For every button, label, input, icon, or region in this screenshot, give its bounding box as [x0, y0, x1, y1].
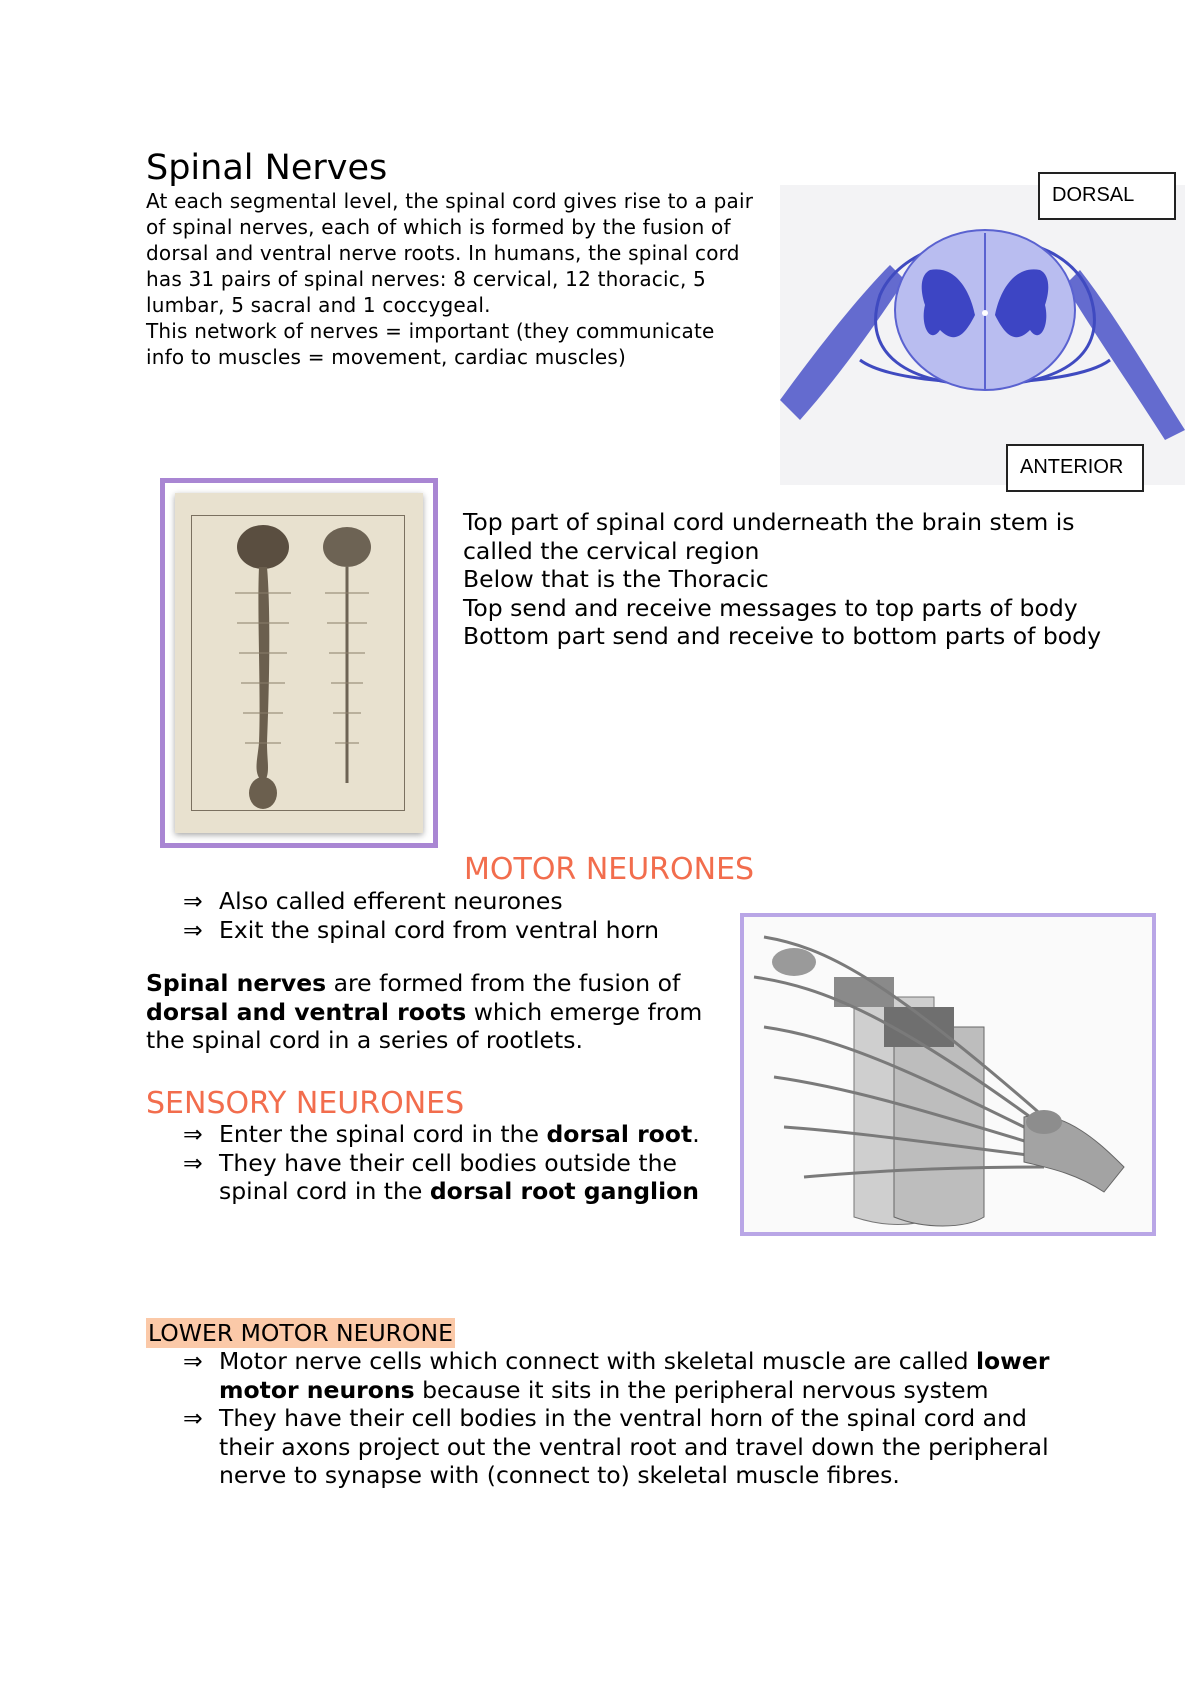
regions-line: Top part of spinal cord underneath the brain stem is called the cervical region	[463, 508, 1075, 565]
arrow-icon: ⇒	[183, 915, 203, 944]
arrow-icon: ⇒	[183, 887, 203, 915]
nerve-roots-illustration	[744, 917, 1152, 1232]
anterior-label: ANTERIOR	[1006, 444, 1144, 492]
arrow-icon: ⇒	[183, 1347, 203, 1375]
spinal-cord-cross-section-image	[780, 185, 1185, 485]
list-item: ⇒ They have their cell bodies outside the spinal cord in the dorsal root ganglion	[183, 1148, 700, 1205]
regions-line: Top send and receive messages to top parts of body	[463, 593, 1078, 622]
list-item: ⇒ Motor nerve cells which connect with skeletal muscle are called lower motor neurons because it sits in the peripheral nervous system	[183, 1347, 1050, 1404]
dorsal-label: DORSAL	[1038, 172, 1176, 220]
page-title: Spinal Nerves	[146, 148, 388, 188]
spinal-regions-text	[463, 508, 1103, 651]
motor-neurones-list	[146, 887, 746, 944]
lower-motor-neurone-list	[146, 1347, 1086, 1490]
lower-motor-neurone-heading: LOWER MOTOR NEURONE	[148, 1319, 453, 1347]
list-item: ⇒ Also called efferent neurones	[183, 887, 563, 915]
sensory-neurones-heading: SENSORY NEURONES	[146, 1086, 465, 1121]
sensory-neurones-list	[146, 1120, 746, 1206]
list-item: ⇒ Enter the spinal cord in the dorsal root.	[183, 1120, 700, 1148]
motor-neurones-heading: MOTOR NEURONES	[464, 852, 755, 887]
list-item: ⇒ Exit the spinal cord from ventral horn	[183, 915, 660, 944]
intro-text	[146, 188, 756, 370]
regions-line: Bottom part send and receive to bottom parts of body	[463, 622, 1102, 650]
intro-paragraph: This network of nerves = important (they communicate info to muscles = movement, cardiac muscles)	[146, 319, 715, 369]
regions-line: Below that is the Thoracic	[463, 565, 769, 593]
arrow-icon: ⇒	[183, 1404, 203, 1432]
arrow-icon: ⇒	[183, 1148, 203, 1177]
nerve-roots-illustration-frame	[740, 913, 1156, 1236]
spinal-cord-illustration-frame	[160, 478, 438, 848]
intro-paragraph: At each segmental level, the spinal cord gives rise to a pair of spinal nerves, each of which is formed by the fusion of dorsal and ventral nerve roots. In humans, the spinal cord has 31 pairs of spinal nerves: 8 cervical, 12 thoracic, 5 lumbar, 5 sacral and 1 coccygeal.	[146, 189, 754, 317]
list-item: ⇒ They have their cell bodies in the ventral horn of the spinal cord and their axons project out the ventral root and travel down the peripheral nerve to synapse with (connect to) skeletal muscle fibres.	[183, 1404, 1049, 1489]
spinal-nerves-fusion-text: Spinal nerves are formed from the fusion of dorsal and ventral roots which emerge from the spinal cord in a series of rootlets.	[146, 969, 703, 1054]
spinal-cord-illustration	[175, 493, 423, 833]
arrow-icon: ⇒	[183, 1120, 203, 1148]
